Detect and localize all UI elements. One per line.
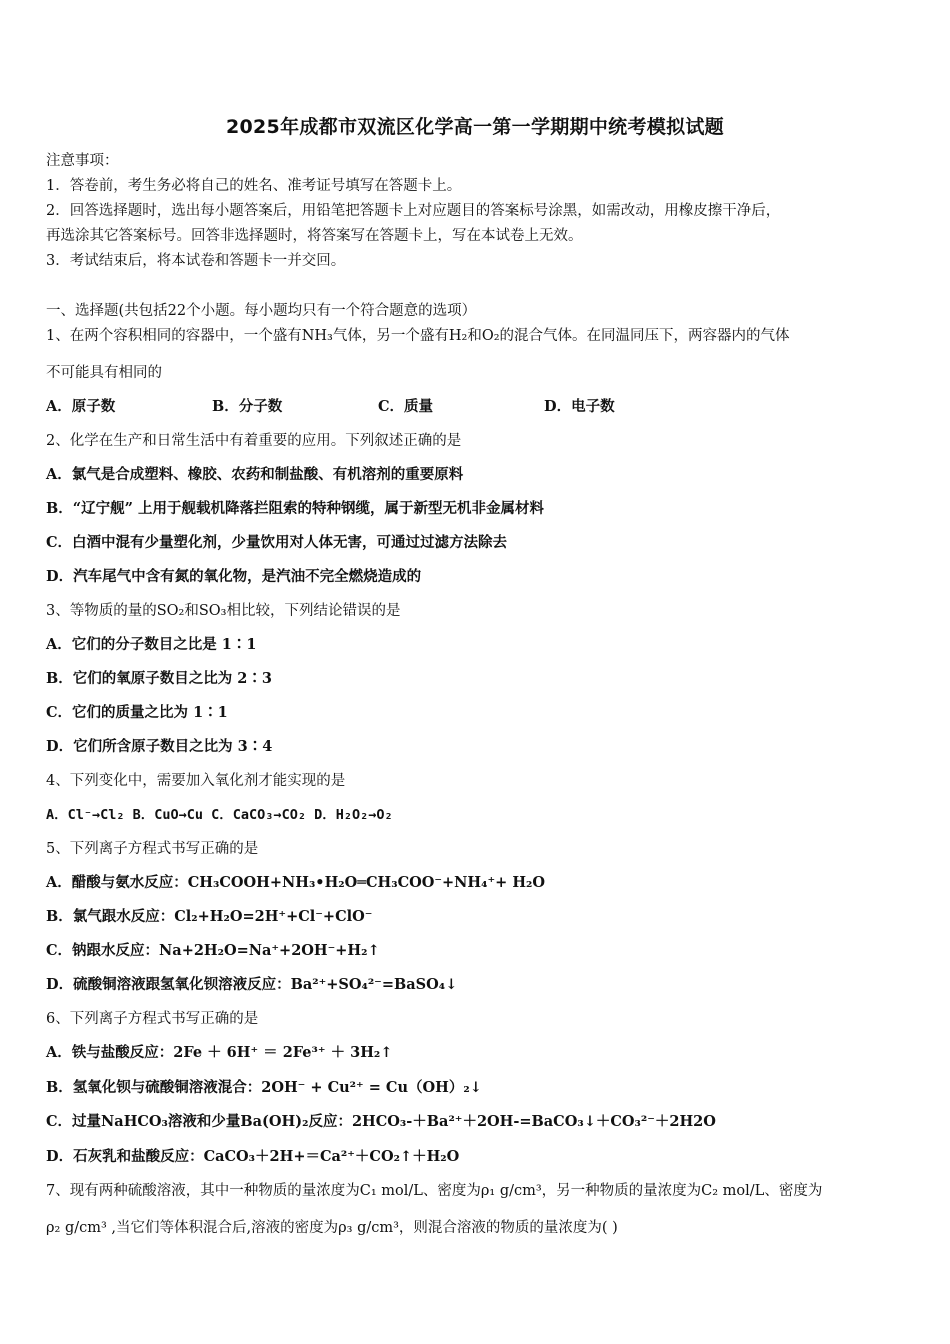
q3-option-a: A．它们的分子数目之比是 1∶1 (46, 636, 257, 653)
q2-option-b: B．“辽宁舰” 上用于舰载机降落拦阻索的特种钢缆，属于新型无机非金属材料 (46, 500, 544, 517)
exam-title: 2025年成都市双流区化学高一第一学期期中统考模拟试题 (226, 116, 724, 138)
q1-options (46, 396, 615, 418)
q5-option-d: D．硫酸铜溶液跟氢氧化钡溶液反应：Ba²⁺+SO₄²⁻=BaSO₄↓ (46, 976, 458, 993)
q6-option-b: B．氢氧化钡与硫酸铜溶液混合：2OH⁻ + Cu²⁺ = Cu（OH）₂↓ (46, 1079, 482, 1096)
q1-option-a: A．原子数 (46, 398, 116, 415)
q1-option-d: D．电子数 (544, 398, 615, 415)
q4-options: A．Cl⁻→Cl₂ B．CuO→Cu C．CaCO₃→CO₂ D．H₂O₂→O₂ (46, 807, 393, 823)
q5-option-b: B．氯气跟水反应：Cl₂+H₂O=2H⁺+Cl⁻+ClO⁻ (46, 908, 373, 925)
q3-option-d: D．它们所含原子数目之比为 3∶4 (46, 738, 273, 755)
q4-stem: 4、下列变化中，需要加入氧化剂才能实现的是 (46, 773, 346, 789)
q6-stem: 6、下列离子方程式书写正确的是 (46, 1011, 259, 1027)
q1-option-b: B．分子数 (212, 398, 283, 415)
q2-option-d: D．汽车尾气中含有氮的氧化物，是汽油不完全燃烧造成的 (46, 568, 422, 585)
section-heading: 一、选择题(共包括22个小题。每小题均只有一个符合题意的选项） (46, 303, 477, 319)
notice-heading: 注意事项： (46, 153, 119, 169)
q3-option-b: B．它们的氧原子数目之比为 2∶3 (46, 670, 272, 687)
q3-option-c: C．它们的质量之比为 1∶1 (46, 704, 228, 721)
q3-stem: 3、等物质的量的SO₂和SO₃相比较，下列结论错误的是 (46, 603, 401, 619)
q6-option-d: D．石灰乳和盐酸反应：CaCO₃＋2H+＝Ca²⁺＋CO₂↑＋H₂O (46, 1148, 460, 1165)
q6-option-c: C．过量NaHCO₃溶液和少量Ba(OH)₂反应：2HCO₃-＋Ba²⁺＋2OH-=BaCO₃↓＋CO₃²⁻＋2H2O (46, 1113, 716, 1130)
q7-stem-line2: ρ₂ g/cm³ ,当它们等体积混合后,溶液的密度为ρ₃ g/cm³，则混合溶液的物质的量浓度为( ) (46, 1220, 618, 1236)
notice-item-3: 3．考试结束后，将本试卷和答题卡一并交回。 (46, 253, 346, 269)
q2-option-a: A．氯气是合成塑料、橡胶、农药和制盐酸、有机溶剂的重要原料 (46, 466, 464, 483)
notice-item-2-cont: 再选涂其它答案标号。回答非选择题时，将答案写在答题卡上，写在本试卷上无效。 (46, 228, 583, 244)
q1-stem-line2: 不可能具有相同的 (46, 365, 162, 381)
q6-option-a: A．铁与盐酸反应：2Fe ＋ 6H⁺ ＝ 2Fe³⁺ ＋ 3H₂↑ (46, 1044, 393, 1061)
notice-item-1: 1．答卷前，考生务必将自己的姓名、准考证号填写在答题卡上。 (46, 178, 462, 194)
q1-option-c: C．质量 (378, 398, 434, 415)
q5-option-c: C．钠跟水反应：Na+2H₂O=Na⁺+2OH⁻+H₂↑ (46, 942, 380, 959)
q7-stem-line1: 7、现有两种硫酸溶液，其中一种物质的量浓度为C₁ mol/L、密度为ρ₁ g/cm³，另一种物质的量浓度为C₂ mol/L、密度为 (46, 1183, 823, 1199)
q5-stem: 5、下列离子方程式书写正确的是 (46, 841, 259, 857)
notice-item-2: 2．回答选择题时，选出每小题答案后，用铅笔把答题卡上对应题目的答案标号涂黑，如需改动，用橡皮擦干净后， (46, 203, 781, 219)
q2-stem: 2、化学在生产和日常生活中有着重要的应用。下列叙述正确的是 (46, 433, 462, 449)
q2-option-c: C．白酒中混有少量塑化剂，少量饮用对人体无害，可通过过滤方法除去 (46, 534, 508, 551)
q5-option-a: A．醋酸与氨水反应：CH₃COOH+NH₃•H₂O═CH₃COO⁻+NH₄⁺+ H₂O (46, 874, 546, 891)
q1-stem-line1: 1、在两个容积相同的容器中，一个盛有NH₃气体，另一个盛有H₂和O₂的混合气体。在同温同压下，两容器内的气体 (46, 328, 790, 344)
